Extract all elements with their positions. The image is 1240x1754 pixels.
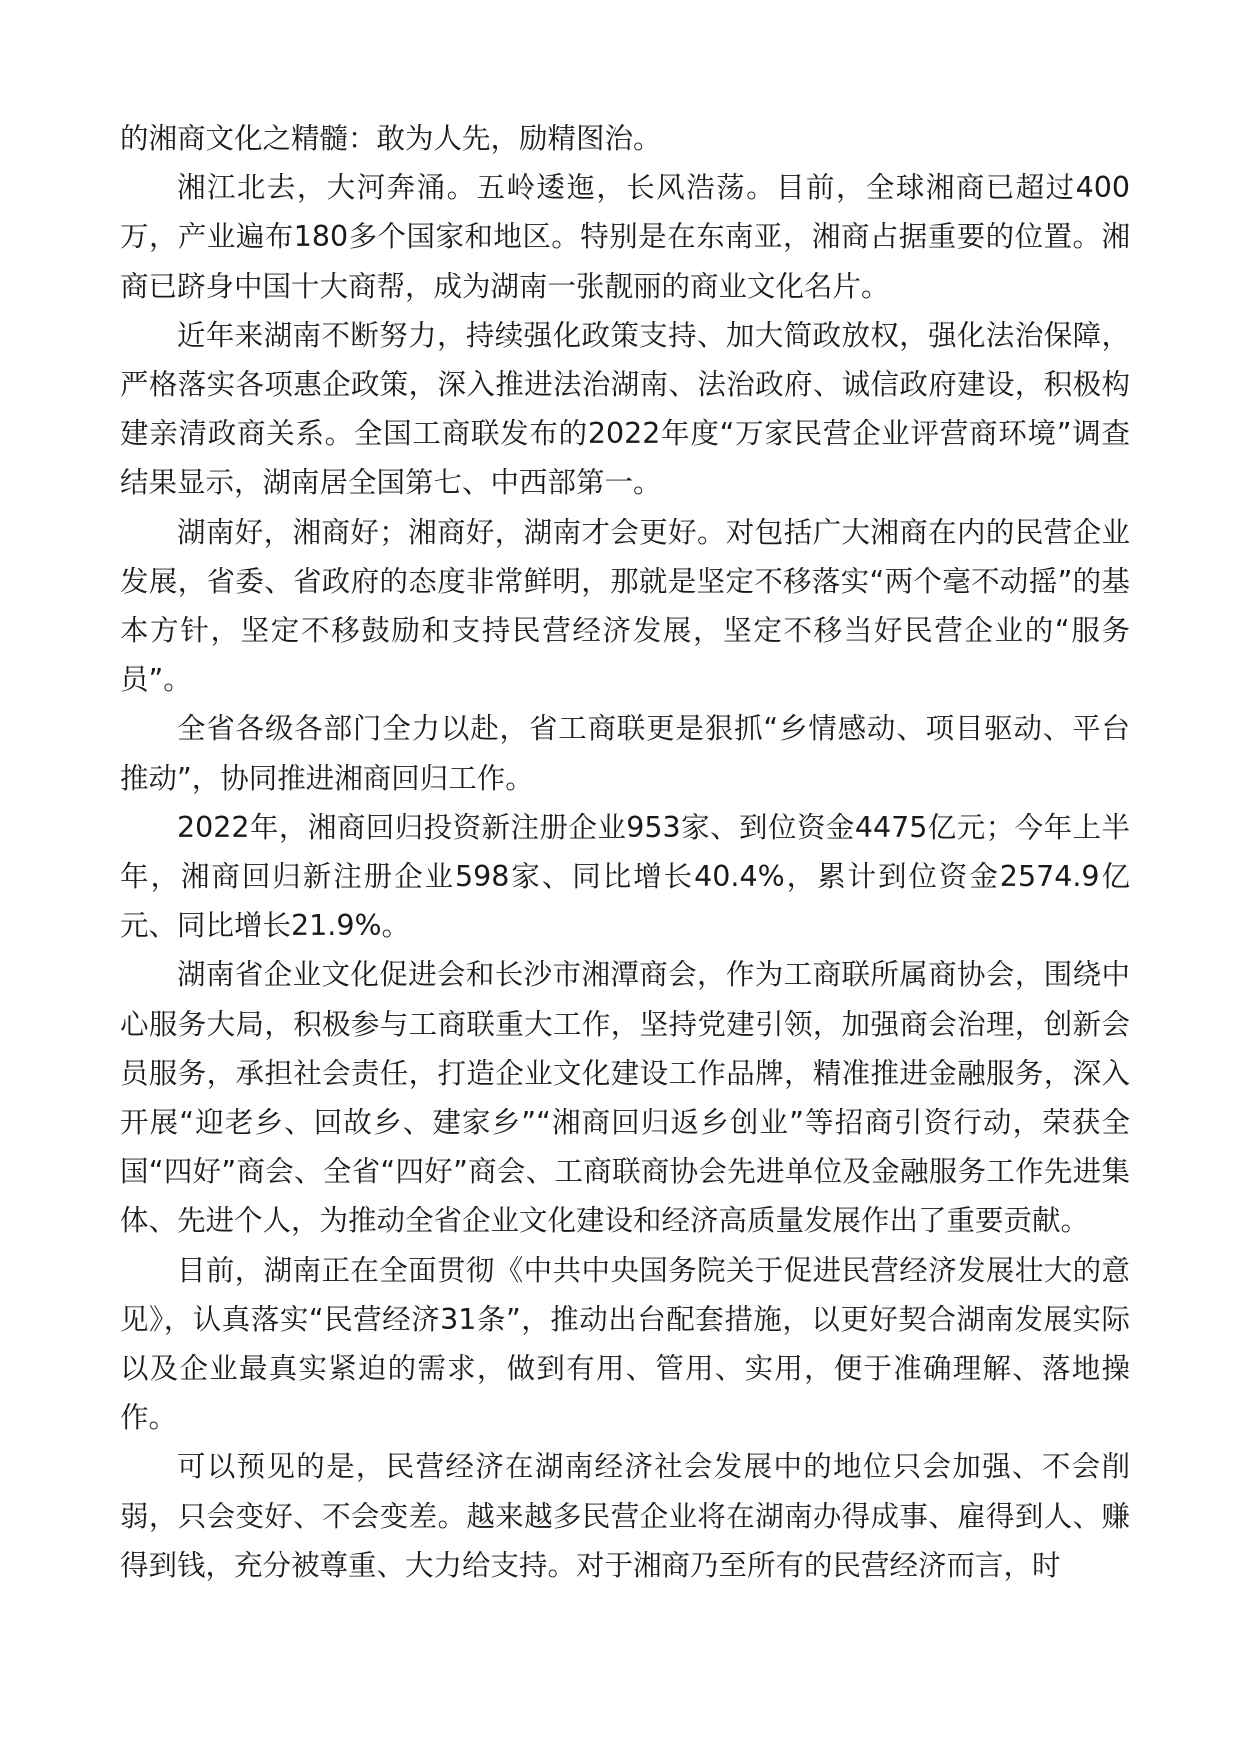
paragraph-4: 湖南好，湘商好；湘商好，湖南才会更好。对包括广大湘商在内的民营企业发展，省委、省政府的态度非常鲜明，那就是坚定不移落实“两个毫不动摇”的基本方针，坚定不移鼓励和支持民营经济发展，坚定不移当好民营企业的“服务员”。 [120,515,1130,697]
paragraph-5: 全省各级各部门全力以赴，省工商联更是狠抓“乡情感动、项目驱动、平台推动”，协同推进湘商回归工作。 [120,712,1130,795]
paragraph-7: 湖南省企业文化促进会和长沙市湘潭商会，作为工商联所属商协会，围绕中心服务大局，积极参与工商联重大工作，坚持党建引领，加强商会治理，创新会员服务，承担社会责任，打造企业文化建设工作品牌，精准推进金融服务，深入开展“迎老乡、回故乡、建家乡”“湘商回归返乡创业”等招商引资行动，荣获全国“四好”商会、全省“四好”商会、工商联商协会先进单位及金融服务工作先进集体、先进个人，为推动全省企业文化建设和经济高质量发展作出了重要贡献。 [120,958,1130,1238]
paragraph-1: 的湘商文化之精髓：敢为人先，励精图治。 [120,122,662,155]
paragraph-9: 可以预见的是，民营经济在湖南经济社会发展中的地位只会加强、不会削弱，只会变好、不会变差。越来越多民营企业将在湖南办得成事、雇得到人、赚得到钱，充分被尊重、大力给支持。对于湘商乃至所有的民营经济而言，时 [120,1450,1130,1582]
paragraph-8: 目前，湖南正在全面贯彻《中共中央国务院关于促进民营经济发展壮大的意见》，认真落实“民营经济31条”，推动出台配套措施，以更好契合湖南发展实际以及企业最真实紧迫的需求，做到有用、管用、实用，便于准确理解、落地操作。 [120,1253,1130,1435]
paragraph-6: 2022年，湘商回归投资新注册企业953家、到位资金4475亿元；今年上半年，湘商回归新注册企业598家、同比增长40.4%，累计到位资金2574.9亿元、同比增长21.9%。 [120,810,1130,943]
paragraph-3: 近年来湖南不断努力，持续强化政策支持、加大简政放权，强化法治保障，严格落实各项惠企政策，深入推进法治湖南、法治政府、诚信政府建设，积极构建亲清政商关系。全国工商联发布的2022年度“万家民营企业评营商环境”调查结果显示，湖南居全国第七、中西部第一。 [120,318,1130,500]
paragraph-2: 湘江北去，大河奔涌。五岭逶迤，长风浩荡。目前，全球湘商已超过400万，产业遍布180多个国家和地区。特别是在东南亚，湘商占据重要的位置。湘商已跻身中国十大商帮，成为湖南一张靓丽的商业文化名片。 [120,171,1130,303]
document-page [120,114,1130,1590]
